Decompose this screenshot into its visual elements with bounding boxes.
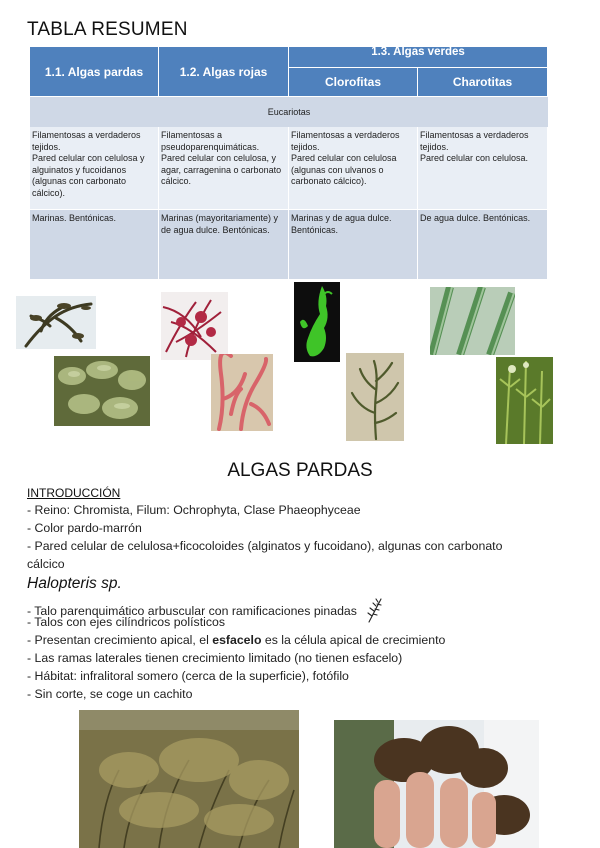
charophyte-photo-2 xyxy=(496,357,553,444)
brown-alga-photo-1 xyxy=(16,296,96,349)
intro-heading: INTRODUCCIÓN xyxy=(27,486,121,500)
habitat-cell-clorofitas: Marinas y de agua dulce. Bentónicas. xyxy=(289,210,418,280)
halopteris-hand-photo xyxy=(334,720,539,848)
esfacelo-term: esfacelo xyxy=(212,633,262,647)
species-item: - Hábitat: infralitoral somero (cerca de la superficie), fotófilo xyxy=(27,669,349,683)
charophyte-photo-1 xyxy=(430,287,515,355)
red-alga-photo-2 xyxy=(211,354,273,431)
red-alga-photo-1 xyxy=(161,292,228,360)
species-item: - Talos con ejes cilíndricos polísticos xyxy=(27,615,225,629)
species-item xyxy=(27,633,445,647)
frond-sketch-icon xyxy=(366,597,384,626)
header-algas-pardas: 1.1. Algas pardas xyxy=(30,47,159,97)
structure-cell-clorofitas: Filamentosas a verdaderos tejidos. Pared celular con celulosa (algunas con ulvanos o carbonato cálcico). xyxy=(289,127,418,210)
header-clorofitas: Clorofitas xyxy=(289,68,418,97)
brown-alga-photo-2 xyxy=(54,356,150,426)
habitat-cell-pardas: Marinas. Bentónicas. xyxy=(30,210,159,280)
species-item: - Sin corte, se coge un cachito xyxy=(27,687,193,701)
species-item-text: - Talo parenquimático arbuscular con ramificaciones pinadas xyxy=(27,603,357,618)
species-item: - Las ramas laterales tienen crecimiento limitado (no tienen esfacelo) xyxy=(27,651,403,665)
green-alga-photo-1 xyxy=(294,282,340,362)
eucariotas-row: Eucariotas xyxy=(30,97,548,127)
intro-item: - Reino: Chromista, Filum: Ochrophyta, Clase Phaeophyceae xyxy=(27,503,361,517)
section-title: ALGAS PARDAS xyxy=(227,460,373,481)
green-alga-photo-2 xyxy=(346,353,404,441)
species-heading: Halopteris sp. xyxy=(27,575,122,592)
structure-cell-charotitas: Filamentosas a verdaderos tejidos. Pared celular con celulosa. xyxy=(418,127,548,210)
structure-cell-pardas: Filamentosas a verdaderos tejidos. Pared celular con celulosa y alguinatos y fucoidanos (algunas con carbonato cálcico). xyxy=(30,127,159,210)
halopteris-underwater-photo xyxy=(79,710,299,848)
intro-item: cálcico xyxy=(27,557,65,571)
header-algas-verdes: 1.3. Algas verdes xyxy=(289,47,548,68)
structure-cell-rojas: Filamentosas a pseudoparenquimáticas. Pared celular con celulosa, y agar, carragenina o carbonato cálcico. xyxy=(159,127,289,210)
page-title: TABLA RESUMEN xyxy=(27,19,188,40)
habitat-cell-rojas: Marinas (mayoritariamente) y de agua dulce. Bentónicas. xyxy=(159,210,289,280)
apical-text-before: - Presentan crecimiento apical, el xyxy=(27,633,213,647)
apical-text-after: es la célula apical de crecimiento xyxy=(261,633,446,647)
header-charotitas: Charotitas xyxy=(418,68,548,97)
intro-item: - Color pardo-marrón xyxy=(27,521,142,535)
intro-item: - Pared celular de celulosa+ficocoloides (alginatos y fucoidano), algunas con carbonato xyxy=(27,539,503,553)
habitat-cell-charotitas: De agua dulce. Bentónicas. xyxy=(418,210,548,280)
header-algas-rojas: 1.2. Algas rojas xyxy=(159,47,289,97)
